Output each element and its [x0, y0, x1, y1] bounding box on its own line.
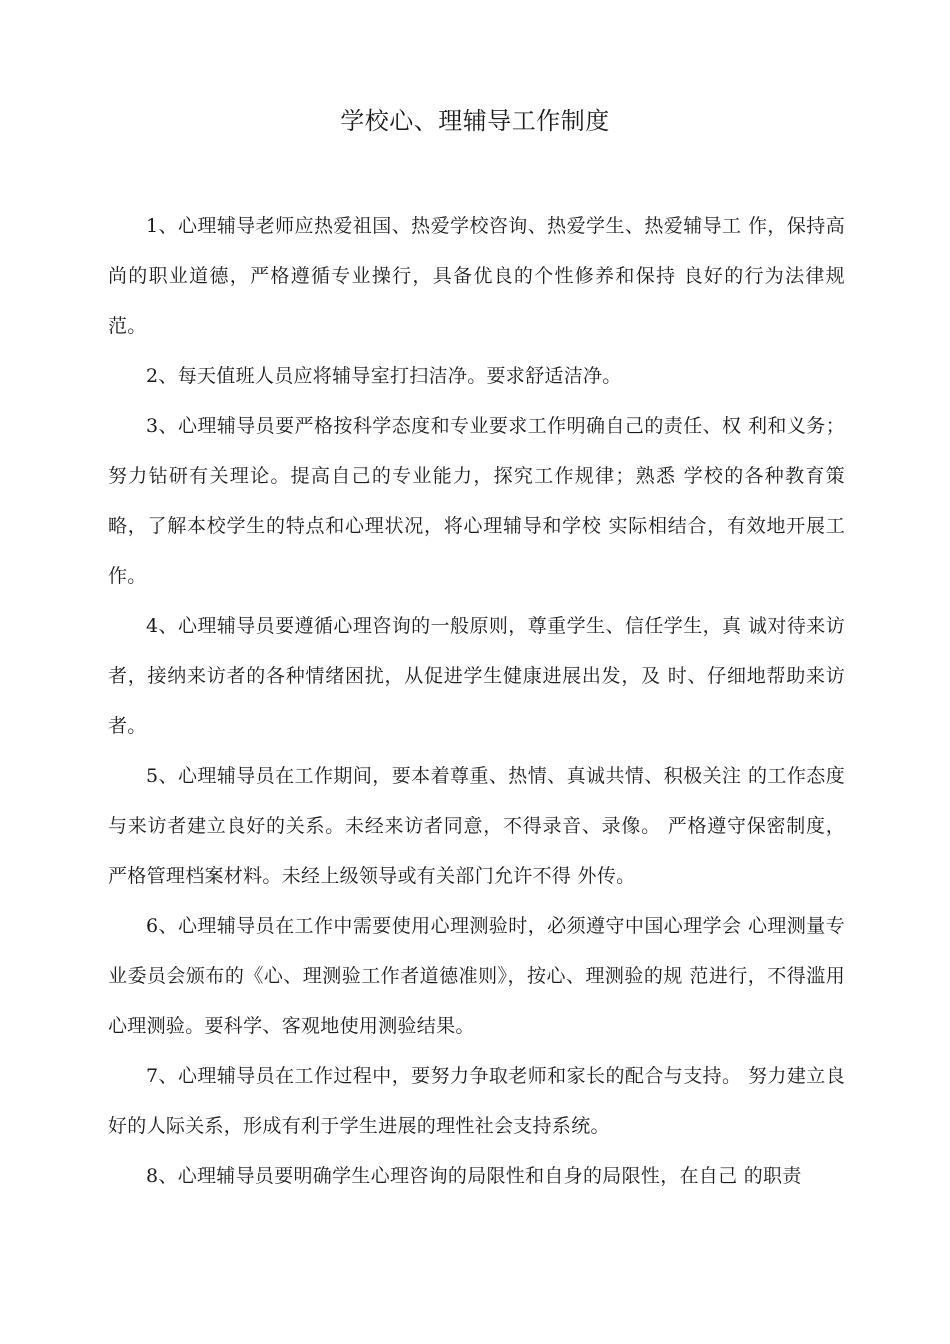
paragraph-5: 5、心理辅导员在工作期间，要本着尊重、热情、真诚共情、积极关注 的工作态度与来访者建立良好的关系。未经来访者同意，不得录音、录像。 严格遵守保密制度，严格管理档案材料。未经上级领导或有关部门允许不得 外传。: [108, 765, 845, 887]
paragraph-7: 7、心理辅导员在工作过程中，要努力争取老师和家长的配合与支持。 努力建立良好的人际关系，形成有利于学生进展的理性社会支持系统。: [108, 1065, 845, 1137]
paragraph-3: 3、心理辅导员要严格按科学态度和专业要求工作明确自己的责任、权 利和义务；努力钻研有关理论。提高自己的专业能力，探究工作规律；熟悉 学校的各种教育策略，了解本校学生的特点和心理状况，将心理辅导和学校 实际相结合，有效地开展工作。: [108, 415, 845, 587]
paragraph-6: 6、心理辅导员在工作中需要使用心理测验时，必须遵守中国心理学会 心理测量专业委员会颁布的《心、理测验工作者道德准则》，按心、理测验的规 范进行，不得滥用心理测验。要科学、客观地使用测验结果。: [108, 915, 845, 1037]
paragraph-1: 1、心理辅导老师应热爱祖国、热爱学校咨询、热爱学生、热爱辅导工 作，保持高尚的职业道德，严格遵循专业操行，具备优良的个性修养和保持 良好的行为法律规范。: [108, 215, 845, 337]
document-body: [108, 201, 845, 1201]
paragraph-4: 4、心理辅导员要遵循心理咨询的一般原则，尊重学生、信任学生，真 诚对待来访者，接纳来访者的各种情绪困扰，从促进学生健康进展出发，及 时、仔细地帮助来访者。: [108, 615, 845, 737]
document-title: 学校心、理辅导工作制度: [340, 107, 610, 135]
paragraph-2: 2、每天值班人员应将辅导室打扫洁净。要求舒适洁净。: [146, 365, 622, 387]
paragraph-8: 8、心理辅导员要明确学生心理咨询的局限性和自身的局限性，在自己 的职责: [146, 1165, 802, 1187]
